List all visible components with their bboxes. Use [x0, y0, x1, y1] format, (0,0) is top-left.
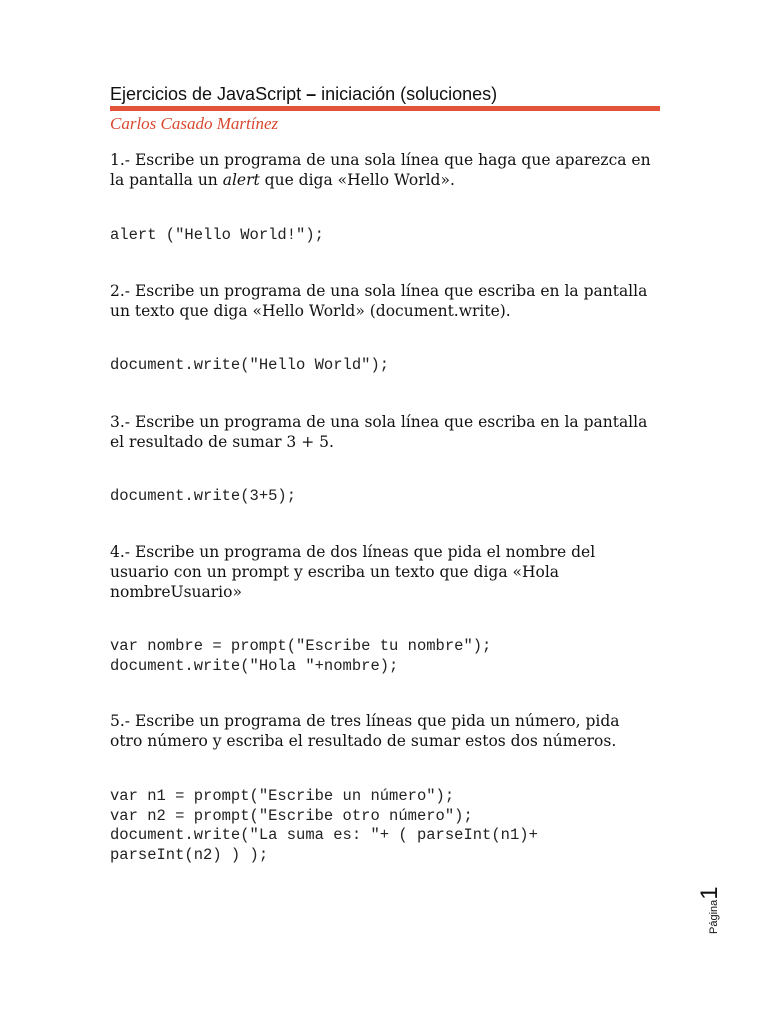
exercise-4-code: var nombre = prompt("Escribe tu nombre"); document.write("Hola "+nombre); — [110, 637, 492, 675]
page-label: Página — [708, 899, 720, 934]
exercise-3-code: document.write(3+5); — [110, 487, 297, 505]
title-part-1: Ejercicios de JavaScript — [110, 84, 307, 104]
author-name: Carlos Casado Martínez — [110, 114, 279, 133]
exercise-5-code: var n1 = prompt("Escribe un número"); var n2 = prompt("Escribe otro número"); document.write("La suma es: "+ ( parseInt(n1)+ parseInt(n2) ) ); — [110, 787, 538, 864]
title-dash: – — [306, 84, 317, 104]
page-number-rotated — [696, 886, 724, 934]
exercise-5-question: 5.- Escribe un programa de tres líneas que pida un número, pida otro número y escriba el resultado de sumar estos dos números. — [110, 712, 620, 750]
document-title — [110, 84, 497, 105]
exercise-3-question: 3.- Escribe un programa de una sola línea que escriba en la pantalla el resultado de sumar 3 + 5. — [110, 413, 648, 451]
title-underline-rule — [110, 106, 660, 111]
title-part-2: iniciación (soluciones) — [316, 84, 498, 104]
page-number: 1 — [696, 886, 723, 900]
exercise-4-question: 4.- Escribe un programa de dos líneas que pida el nombre del usuario con un prompt y escriba un texto que diga «Hola nombreUsuario» — [110, 543, 596, 601]
exercise-2-code: document.write("Hello World"); — [110, 356, 390, 374]
exercise-1-question-text: 1.- Escribe un programa de una sola línea que haga que aparezca en la pantalla un — [110, 151, 651, 189]
page-number-block — [696, 880, 740, 940]
exercise-1-code: alert ("Hello World!"); — [110, 226, 324, 244]
exercise-1-question — [110, 150, 655, 190]
exercise-1-question-emphasis: alert — [222, 171, 260, 189]
exercise-1-question-end: que diga «Hello World». — [259, 171, 455, 189]
exercise-2-question: 2.- Escribe un programa de una sola línea que escriba en la pantalla un texto que diga «Hello World» (document.write). — [110, 282, 648, 320]
